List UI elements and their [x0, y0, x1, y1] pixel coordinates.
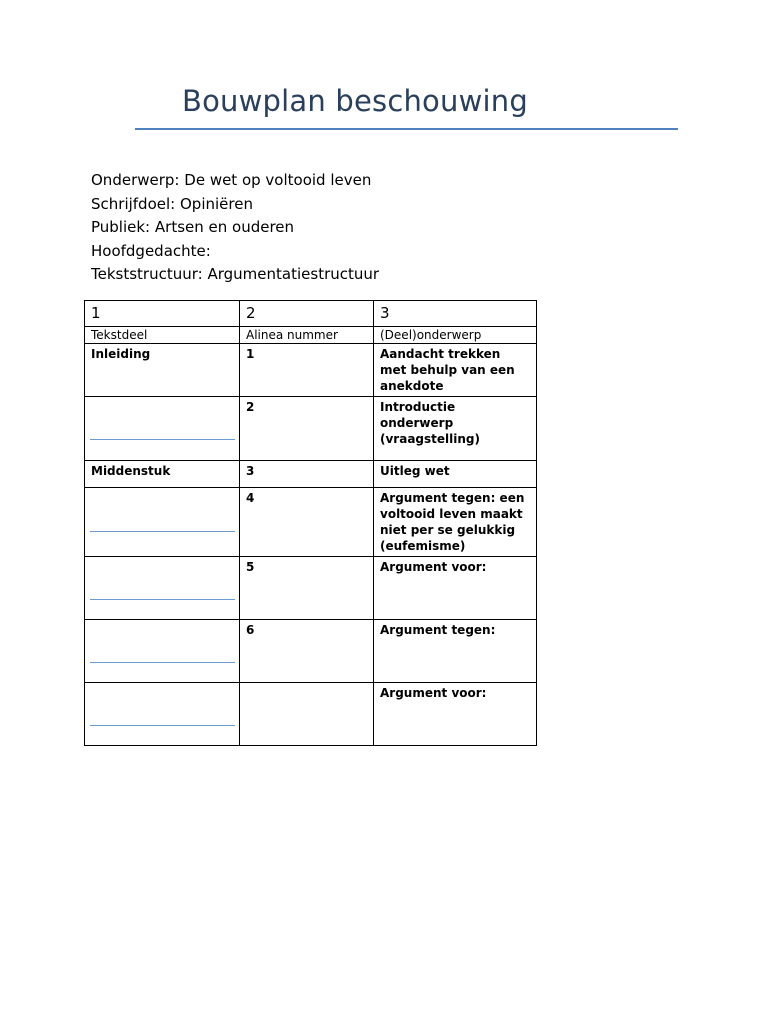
text-part-cell: Inleiding [85, 344, 240, 397]
column-number-row [85, 301, 537, 327]
topic-cell: Argument tegen: een voltooid leven maakt niet per se gelukkig (eufemisme) [374, 488, 537, 557]
meta-label: Tekststructuur: [91, 265, 203, 283]
column-header: Alinea nummer [240, 327, 374, 344]
column-header: (Deel)onderwerp [374, 327, 537, 344]
meta-row-main-idea [91, 240, 379, 264]
text-part-cell: Middenstuk [85, 461, 240, 488]
table-row [85, 683, 537, 746]
meta-row-audience [91, 216, 379, 240]
text-part-cell[interactable] [85, 683, 240, 746]
paragraph-number-cell [240, 683, 374, 746]
table-row [85, 557, 537, 620]
paragraph-number-cell: 3 [240, 461, 374, 488]
meta-value: Opiniëren [180, 194, 253, 213]
paragraph-number-cell: 6 [240, 620, 374, 683]
structure-table [84, 300, 537, 746]
title-underline [135, 128, 678, 130]
fill-in-line [90, 439, 235, 440]
document-title: Bouwplan beschouwing [182, 84, 528, 118]
meta-value: Artsen en ouderen [154, 218, 295, 236]
table-row [85, 344, 537, 397]
fill-in-line [90, 599, 235, 600]
meta-label: Onderwerp: [91, 171, 180, 189]
table-row [85, 461, 537, 488]
topic-cell: Argument voor: [374, 683, 537, 746]
paragraph-number-cell: 2 [240, 397, 374, 461]
column-number: 1 [85, 301, 240, 327]
meta-row-text-structure [91, 263, 379, 287]
column-header: Tekstdeel [85, 327, 240, 344]
table-row [85, 620, 537, 683]
topic-cell: Aandacht trekken met behulp van een anekdote [374, 344, 537, 397]
fill-in-line [90, 725, 235, 726]
paragraph-number-cell: 1 [240, 344, 374, 397]
topic-cell: Argument tegen: [374, 620, 537, 683]
meta-row-writing-goal [91, 193, 379, 217]
meta-row-subject [91, 169, 379, 193]
topic-cell: Uitleg wet [374, 461, 537, 488]
meta-label: Schrijfdoel: [91, 194, 176, 213]
meta-value: De wet op voltooid leven [184, 171, 372, 189]
text-part-cell[interactable] [85, 397, 240, 461]
meta-label: Hoofdgedachte: [91, 241, 211, 260]
meta-value: Argumentatiestructuur [207, 265, 380, 283]
column-header-row [85, 327, 537, 344]
document-metadata [91, 169, 379, 287]
text-part-cell[interactable] [85, 557, 240, 620]
paragraph-number-cell: 5 [240, 557, 374, 620]
fill-in-line [90, 662, 235, 663]
column-number: 2 [240, 301, 374, 327]
table-row [85, 488, 537, 557]
fill-in-line [90, 531, 235, 532]
topic-cell: Introductie onderwerp (vraagstelling) [374, 397, 537, 461]
topic-cell: Argument voor: [374, 557, 537, 620]
table-row [85, 397, 537, 461]
text-part-cell[interactable] [85, 620, 240, 683]
paragraph-number-cell: 4 [240, 488, 374, 557]
text-part-cell[interactable] [85, 488, 240, 557]
column-number: 3 [374, 301, 537, 327]
meta-label: Publiek: [91, 218, 151, 236]
